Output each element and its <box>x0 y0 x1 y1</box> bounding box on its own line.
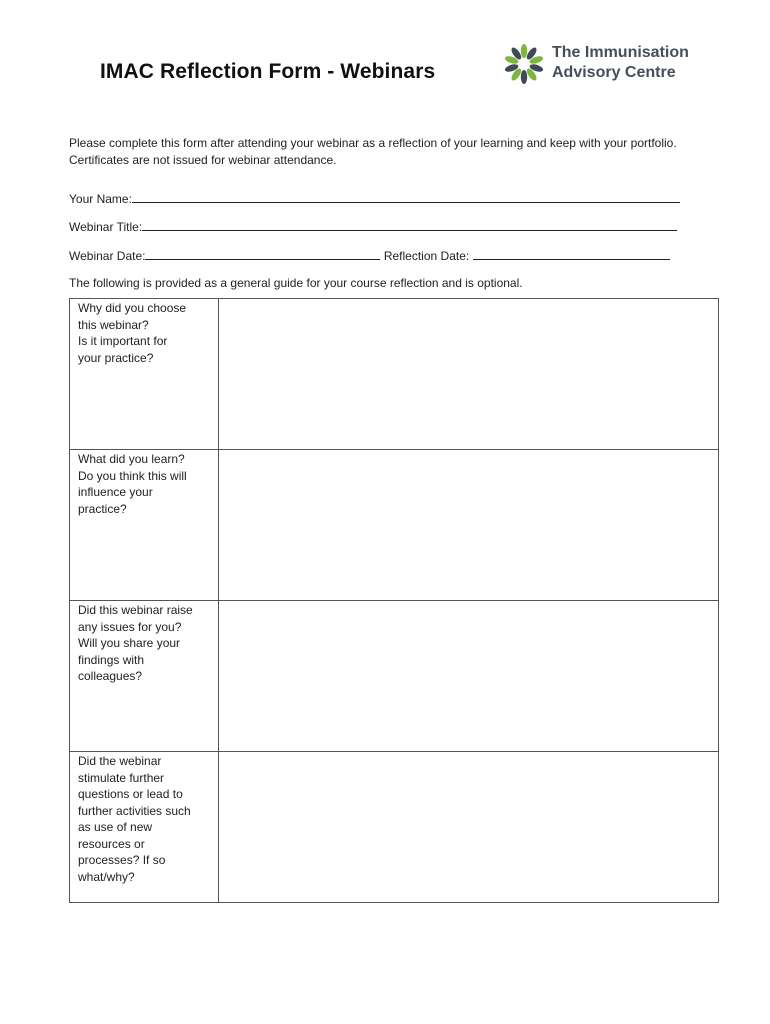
page-title: IMAC Reflection Form - Webinars <box>100 60 436 83</box>
question-line: Did this webinar raise <box>78 603 193 617</box>
webinar-date-line[interactable] <box>145 247 380 260</box>
webinar-title-field[interactable] <box>69 218 677 234</box>
imac-logo <box>502 42 712 86</box>
reflection-date-line[interactable] <box>473 247 670 260</box>
question-line: What did you learn? <box>78 452 185 466</box>
answer-cell[interactable] <box>219 601 719 752</box>
reflection-table <box>69 298 719 903</box>
reflection-date-label: Reflection Date: <box>383 249 470 263</box>
reflection-row <box>70 752 719 903</box>
webinar-date-field[interactable] <box>69 247 670 263</box>
question-line: Did the webinar <box>78 754 162 768</box>
question-line: this webinar? <box>78 317 149 332</box>
reflection-row <box>70 450 719 601</box>
answer-cell[interactable] <box>219 450 719 601</box>
question-cell <box>70 601 219 752</box>
webinar-title-label: Webinar Title: <box>69 220 143 234</box>
guide-text: The following is provided as a general guide for your course reflection and is optional. <box>69 276 523 290</box>
question-cell <box>70 752 219 903</box>
webinar-date-label: Webinar Date: <box>69 249 146 263</box>
imac-logo-mark-icon <box>502 42 546 86</box>
question-line: any issues for you? <box>78 619 182 634</box>
question-line: resources or <box>78 836 145 851</box>
your-name-label: Your Name: <box>69 192 132 206</box>
reflection-row <box>70 299 719 450</box>
question-line: Why did you choose <box>78 301 187 315</box>
your-name-line[interactable] <box>132 190 680 203</box>
question-line: influence your <box>78 485 153 499</box>
question-line: findings with <box>78 652 145 667</box>
question-line: as use of new <box>78 820 153 834</box>
answer-cell[interactable] <box>219 752 719 903</box>
question-line: practice? <box>78 501 127 516</box>
reflection-row <box>70 601 719 752</box>
question-cell <box>70 450 219 601</box>
webinar-title-line[interactable] <box>142 218 677 231</box>
question-line: Will you share your <box>78 636 181 650</box>
question-line: processes? If so <box>78 853 166 867</box>
imac-logo-text <box>552 43 689 83</box>
question-line: colleagues? <box>78 669 143 683</box>
question-line: Is it important for <box>78 334 168 348</box>
intro-paragraph: Please complete this form after attending your webinar as a reflection of your learning and keep with your portfolio. Certificates are not issued for webinar attendance. <box>69 136 677 167</box>
question-line: further activities such <box>78 803 191 818</box>
logo-line-1: The Immunisation <box>552 44 689 61</box>
question-cell <box>70 299 219 450</box>
your-name-field[interactable] <box>69 190 680 206</box>
question-line: what/why? <box>78 869 135 884</box>
question-line: questions or lead to <box>78 787 183 801</box>
question-line: your practice? <box>78 350 154 365</box>
answer-cell[interactable] <box>219 299 719 450</box>
question-line: Do you think this will <box>78 468 187 483</box>
logo-line-2: Advisory Centre <box>552 64 676 81</box>
question-line: stimulate further <box>78 770 165 785</box>
